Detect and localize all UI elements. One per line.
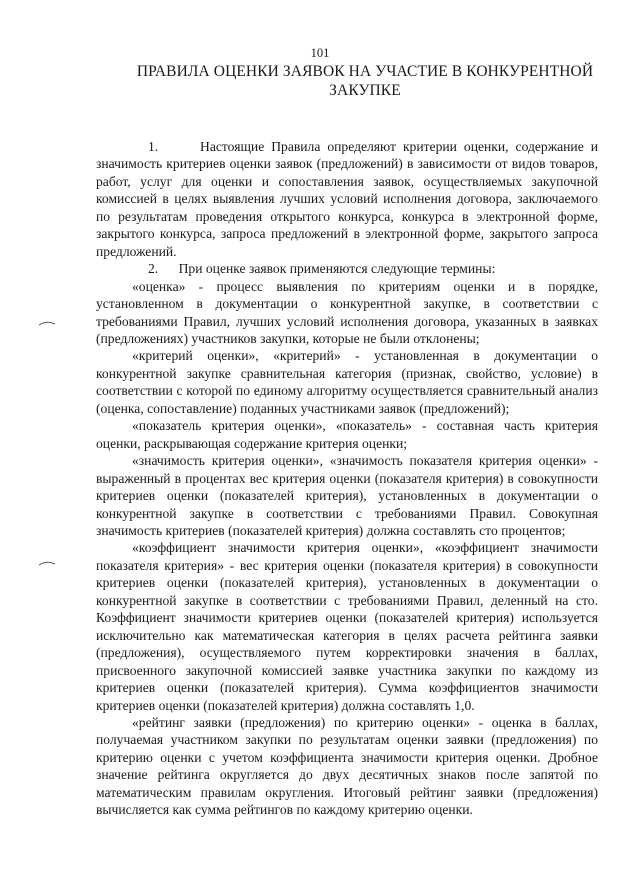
term-ocenka: «оценка» - процесс выявления по критериям оценки и в порядке, установленном в документации о конкурентной закупке, в соответствии с требованиями Правил, лучших условий исполнения договора, указанных в заявках (предложениях) участников закупки, которые не были отклонены; [96, 278, 598, 346]
document-title: ПРАВИЛА ОЦЕНКИ ЗАЯВОК НА УЧАСТИЕ В КОНКУРЕНТНОЙ ЗАКУПКЕ [136, 63, 594, 99]
margin-mark-upper [38, 320, 56, 326]
page-number: 101 [310, 46, 330, 60]
term-kriteriy: «критерий оценки», «критерий» - установленная в документации о конкурентной закупке сравнительная категория (признак, свойство, условие) в соответствии с которой по единому алгоритму осуществляется сравнительный анализ (оценка, сопоставление) поданных участниками заявок (предложений); [96, 348, 598, 416]
paragraph-1: 1. Настоящие Правила определяют критерии оценки, содержание и значимость критериев оценки заявок (предложений) в зависимости от видов товаров, работ, услуг для оценки и сопоставления заявок, осуществляемых закупочной комиссией в целях выявления лучших условий исполнения договора, заключаемого по результатам проведения открытого конкурса, конкурса в электронной форме, закрытого конкурса, запроса предложений в электронной форме, закрытого запроса предложений. [96, 139, 598, 259]
document-body [96, 138, 598, 819]
term-znachimost: «значимость критерия оценки», «значимость показателя критерия оценки» - выраженный в процентах вес критерия оценки (показателя критерия) в совокупности критериев оценки (показателей критерия), установленных в документации о конкурентной закупке в соответствии с требованиями Правил. Совокупная значимость критериев (показателей критерия) должна составлять сто процентов; [96, 453, 598, 538]
margin-mark-lower [38, 560, 56, 566]
term-koefficient: «коэффициент значимости критерия оценки», «коэффициент значимости показателя критерия» - вес критерия оценки (показателя критерия) в совокупности критериев оценки (показателей критерия), установленных в документации о конкурентной закупке в соответствии с требованиями Правил, деленный на сто. Коэффициент значимости критериев оценки (показателей критерия) используется исключительно как математическая категория в целях расчета рейтинга заявки (предложения), осуществляемого путем корректировки значения в баллах, присвоенного закупочной комиссией заявке участника закупки по каждому из критериев оценки (показателей критерия). Сумма коэффициентов значимости критериев оценки (показателей критерия) должна составлять 1,0. [96, 540, 598, 713]
term-pokazatel: «показатель критерия оценки», «показатель» - составная часть критерия оценки, раскрывающая содержание критерия оценки; [96, 418, 598, 451]
term-reyting: «рейтинг заявки (предложения) по критерию оценки» - оценка в баллах, получаемая участником закупки по результатам оценки заявки (предложения) по критерию оценки с учетом коэффициента значимости критерия оценки. Дробное значение рейтинга округляется до двух десятичных знаков после запятой по математическим правилам округления. Итоговый рейтинг заявки (предложения) вычисляется как сумма рейтингов по каждому критерию оценки. [96, 714, 598, 818]
paragraph-2: 2. При оценке заявок применяются следующие термины: [148, 261, 496, 277]
